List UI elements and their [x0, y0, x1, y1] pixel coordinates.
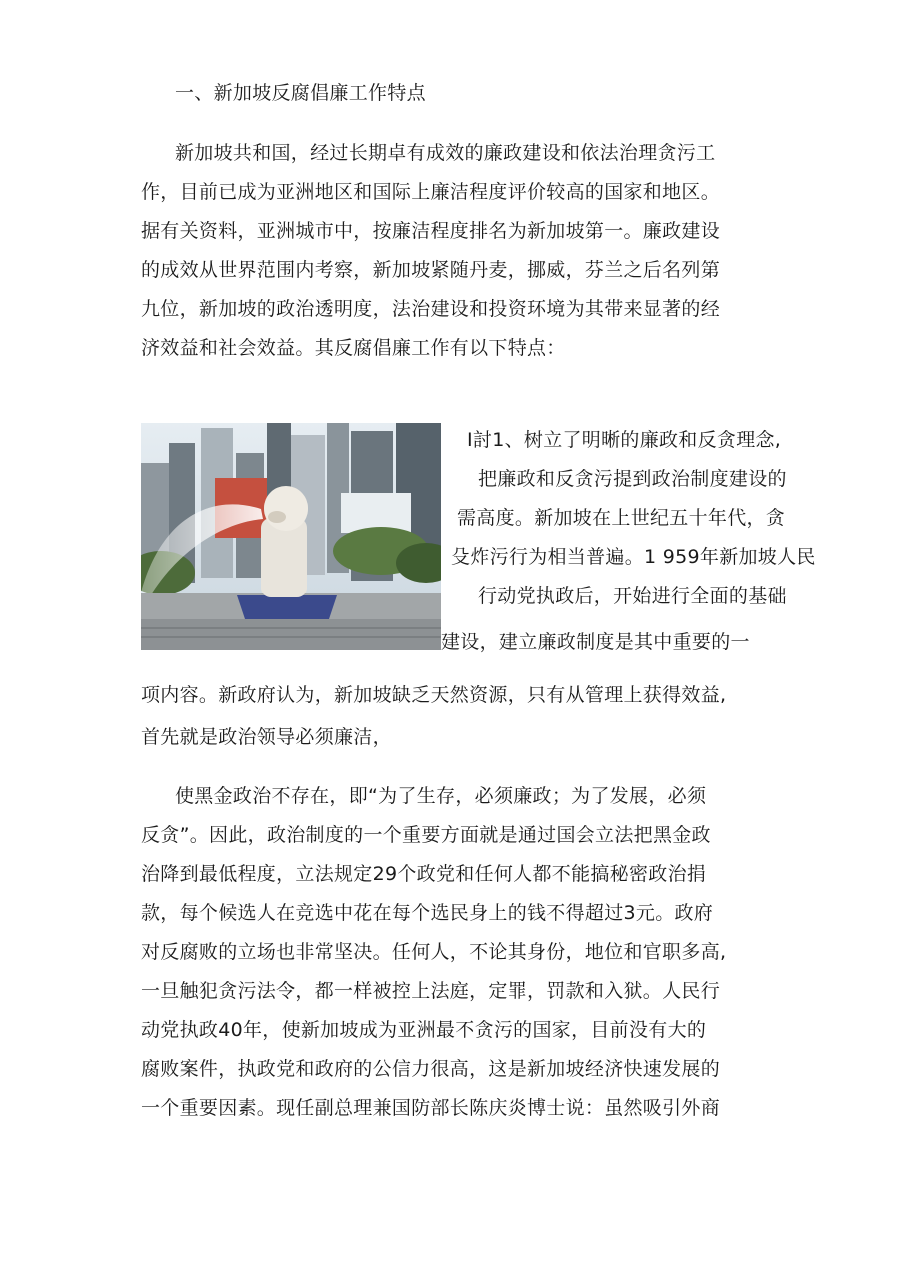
page-heading: 一、新加坡反腐倡廉工作特点 — [175, 82, 426, 104]
text-line: 的成效从世界范围内考察，新加坡紧随丹麦，挪威，芬兰之后名列第 — [141, 259, 721, 281]
text-line: 一旦触犯贪污法令，都一样被控上法庭，定罪，罚款和入狱。人民行 — [141, 980, 721, 1002]
text-line: 新加坡共和国，经过长期卓有成效的廉政建设和依法治理贪污工 — [175, 142, 716, 164]
merlion-photo — [141, 423, 441, 650]
text-line: 治降到最低程度，立法规定29个政党和任何人都不能搞秘密政治捐 — [141, 863, 707, 885]
text-line: 作，目前已成为亚洲地区和国际上廉洁程度评价较高的国家和地区。 — [141, 181, 721, 203]
text-line: I討1、树立了明晰的廉政和反贪理念, — [467, 429, 782, 451]
text-line: 反贪”。因此，政治制度的一个重要方面就是通过国会立法把黑金政 — [141, 824, 711, 846]
text-line: 需高度。新加坡在上世纪五十年代，贪 — [457, 507, 786, 529]
text-line: 款，每个候选人在竞选中花在每个选民身上的钱不得超过3元。政府 — [141, 902, 714, 924]
text-line: 殳炸污行为相当普遍。1 959年新加坡人民 — [451, 546, 816, 568]
text-line: 动党执政40年，使新加坡成为亚洲最不贪污的国家，目前没有大的 — [141, 1019, 707, 1041]
text-line: 建设，建立廉政制度是其中重要的一 — [441, 631, 750, 653]
text-line: 一个重要因素。现任副总理兼国防部长陈庆炎博士说：虽然吸引外商 — [141, 1097, 721, 1119]
text-line: 对反腐败的立场也非常坚决。任何人，不论其身份，地位和官职多高, — [141, 941, 727, 963]
text-line: 济效益和社会效益。其反腐倡廉工作有以下特点： — [141, 337, 566, 359]
text-line: 九位，新加坡的政治透明度，法治建设和投资环境为其带来显著的经 — [141, 298, 721, 320]
text-line: 首先就是政治领导必须廉洁， — [141, 726, 392, 748]
text-line: 把廉政和反贪污提到政治制度建设的 — [478, 468, 787, 490]
text-line: 使黑金政治不存在，即“为了生存，必须廉政；为了发展，必须 — [175, 785, 707, 807]
text-line: 项内容。新政府认为，新加坡缺乏天然资源，只有从管理上获得效益, — [141, 684, 727, 706]
merlion-singapore-skyline-photo-icon — [141, 423, 441, 650]
text-line: 腐败案件，执政党和政府的公信力很高，这是新加坡经济快速发展的 — [141, 1058, 721, 1080]
text-line: 据有关资料，亚洲城市中，按廉洁程度排名为新加坡第一。廉政建设 — [141, 220, 721, 242]
text-line: 行动党执政后，开始进行全面的基础 — [478, 585, 787, 607]
